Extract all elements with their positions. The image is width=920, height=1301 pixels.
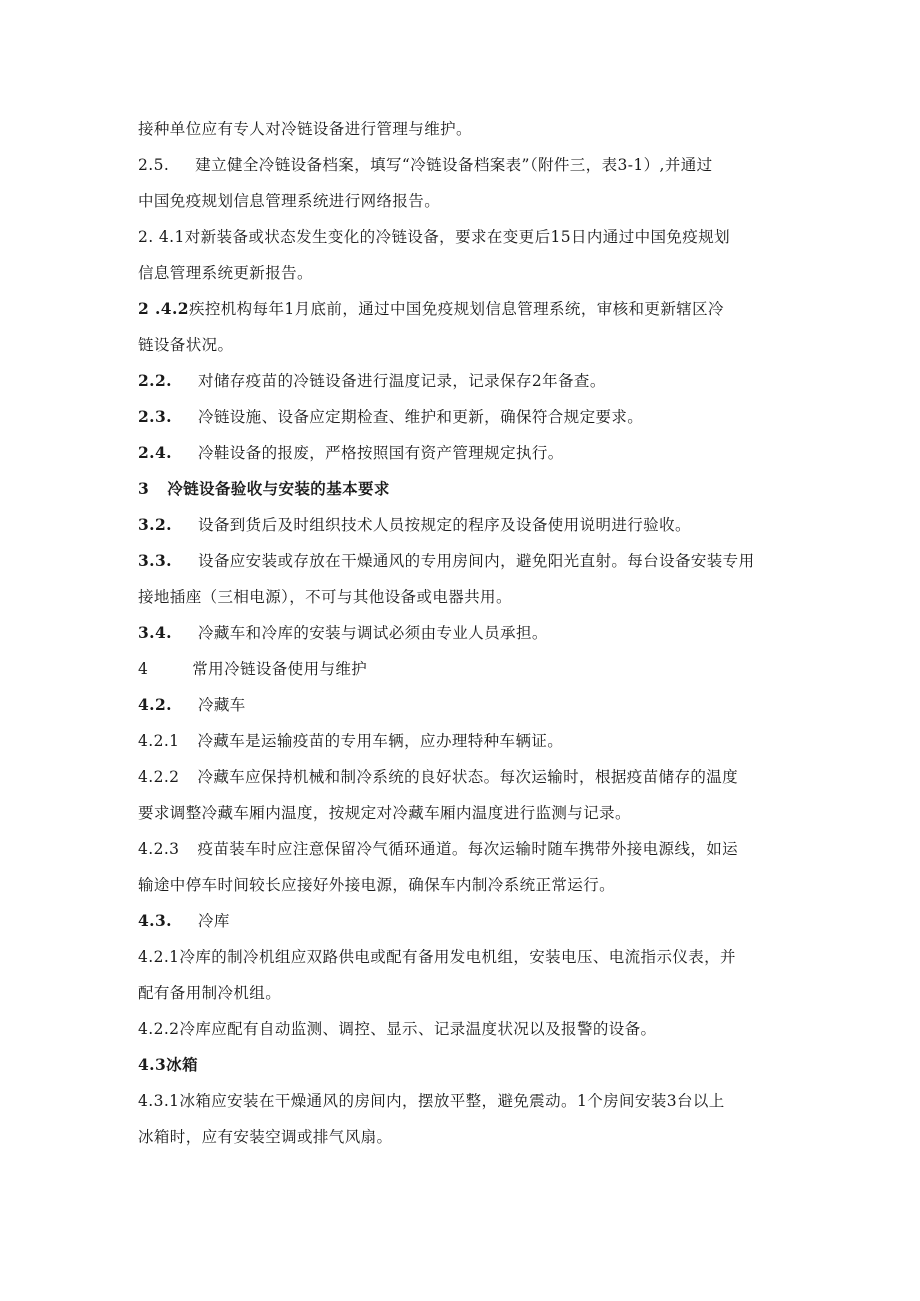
line-text: 设备到货后及时组织技术人员按规定的程序及设备使用说明进行验收。 — [197, 516, 691, 534]
section-number: 2.3. — [138, 407, 172, 426]
paragraph-line — [138, 262, 788, 298]
section-number: 2. 4.1 — [138, 228, 185, 246]
section-number: 4.2. — [138, 695, 172, 714]
heading-text: 冷藏车 — [197, 696, 246, 714]
line-text: 信息管理系统更新报告。 — [138, 264, 313, 282]
subsection-heading — [138, 694, 788, 730]
line-text: 对储存疫苗的冷链设备进行温度记录，记录保存2年备查。 — [197, 372, 606, 390]
heading-text: 常用冷链设备使用与维护 — [192, 660, 368, 678]
paragraph-line — [138, 334, 788, 370]
paragraph-line — [138, 1018, 788, 1054]
paragraph-line — [138, 838, 788, 874]
line-text: 冷库应配有自动监测、调控、显示、记录温度状况以及报警的设备。 — [179, 1020, 657, 1038]
line-text: 链设备状况。 — [138, 336, 234, 354]
section-heading — [138, 478, 788, 514]
line-text: 接种单位应有专人对冷链设备进行管理与维护。 — [138, 120, 472, 138]
section-number: 4.3. — [138, 911, 172, 930]
section-number: 3.4. — [138, 623, 172, 642]
line-text: 冰箱时，应有安装空调或排气风扇。 — [138, 1128, 393, 1146]
section-number: 3 — [138, 479, 150, 498]
heading-text: 冰箱 — [166, 1055, 198, 1074]
section-number: 2.5. — [138, 156, 170, 174]
paragraph-line — [138, 118, 788, 154]
section-number: 4.3 — [138, 1055, 167, 1074]
line-text: 冷藏车应保持机械和制冷系统的良好状态。每次运输时，根据疫苗储存的温度 — [197, 768, 739, 786]
paragraph-line — [138, 946, 788, 982]
line-text: 冷鞋设备的报废，严格按照国有资产管理规定执行。 — [197, 444, 564, 462]
section-number: 4.2.2 — [138, 768, 180, 786]
paragraph-line — [138, 298, 788, 334]
line-text: 疾控机构每年1月底前，通过中国免疫规划信息管理系统，审核和更新辖区冷 — [188, 300, 724, 318]
section-heading — [138, 658, 788, 694]
section-number: 4 — [138, 660, 149, 678]
subsection-heading — [138, 1054, 788, 1090]
paragraph-line — [138, 622, 788, 658]
line-text: 输途中停车时间较长应接好外接电源，确保车内制冷系统正常运行。 — [138, 876, 616, 894]
line-text: 冷藏车是运输疫苗的专用车辆，应办理特种车辆证。 — [197, 732, 564, 750]
line-text: 冷藏车和冷库的安装与调试必须由专业人员承担。 — [197, 624, 548, 642]
section-number: 2.4. — [138, 443, 172, 462]
line-text: 设备应安装或存放在干燥通风的专用房间内，避免阳光直射。每台设备安装专用 — [197, 552, 755, 570]
document-body — [138, 118, 788, 1162]
section-number: 4.2.1 — [138, 732, 180, 750]
line-text: 疫苗装车时应注意保留冷气循环通道。每次运输时随车携带外接电源线，如运 — [197, 840, 739, 858]
paragraph-line — [138, 514, 788, 550]
section-number: 4.2.2 — [138, 1020, 180, 1038]
paragraph-line — [138, 442, 788, 478]
line-text: 冰箱应安装在干燥通风的房间内，摆放平整，避免震动。1个房间安装3台以上 — [179, 1092, 725, 1110]
section-number: 3.3. — [138, 551, 172, 570]
paragraph-line — [138, 370, 788, 406]
line-text: 要求调整冷藏车厢内温度，按规定对冷藏车厢内温度进行监测与记录。 — [138, 804, 631, 822]
paragraph-line — [138, 226, 788, 262]
line-text: 冷库的制冷机组应双路供电或配有备用发电机组，安装电压、电流指示仪表，并 — [179, 948, 736, 966]
section-number: 2.2. — [138, 371, 172, 390]
line-text: 对新装备或状态发生变化的冷链设备，要求在变更后15日内通过中国免疫规划 — [184, 228, 731, 246]
section-number: 4.2.1 — [138, 948, 180, 966]
paragraph-line — [138, 802, 788, 838]
paragraph-line — [138, 1090, 788, 1126]
line-text: 中国免疫规划信息管理系统进行网络报告。 — [138, 192, 441, 210]
heading-text: 冷库 — [197, 912, 230, 930]
paragraph-line — [138, 874, 788, 910]
heading-text: 冷链设备验收与安装的基本要求 — [167, 479, 390, 498]
paragraph-line — [138, 406, 788, 442]
line-text: 建立健全冷链设备档案，填写“冷链设备档案表”（附件三，表3-1）,并通过 — [195, 156, 713, 174]
section-number: 3.2. — [138, 515, 172, 534]
line-text: 接地插座（三相电源），不可与其他设备或电器共用。 — [138, 588, 512, 606]
subsection-heading — [138, 910, 788, 946]
paragraph-line — [138, 154, 788, 190]
paragraph-line — [138, 550, 788, 586]
line-text: 冷链设施、设备应定期检查、维护和更新，确保符合规定要求。 — [197, 408, 644, 426]
section-number: 4.2.3 — [138, 840, 180, 858]
paragraph-line — [138, 766, 788, 802]
paragraph-line — [138, 730, 788, 766]
paragraph-line — [138, 1126, 788, 1162]
paragraph-line — [138, 586, 788, 622]
line-text: 配有备用制冷机组。 — [138, 984, 282, 1002]
paragraph-line — [138, 982, 788, 1018]
paragraph-line — [138, 190, 788, 226]
section-number: 4.3.1 — [138, 1092, 180, 1110]
section-number: 2 .4.2 — [138, 299, 189, 318]
